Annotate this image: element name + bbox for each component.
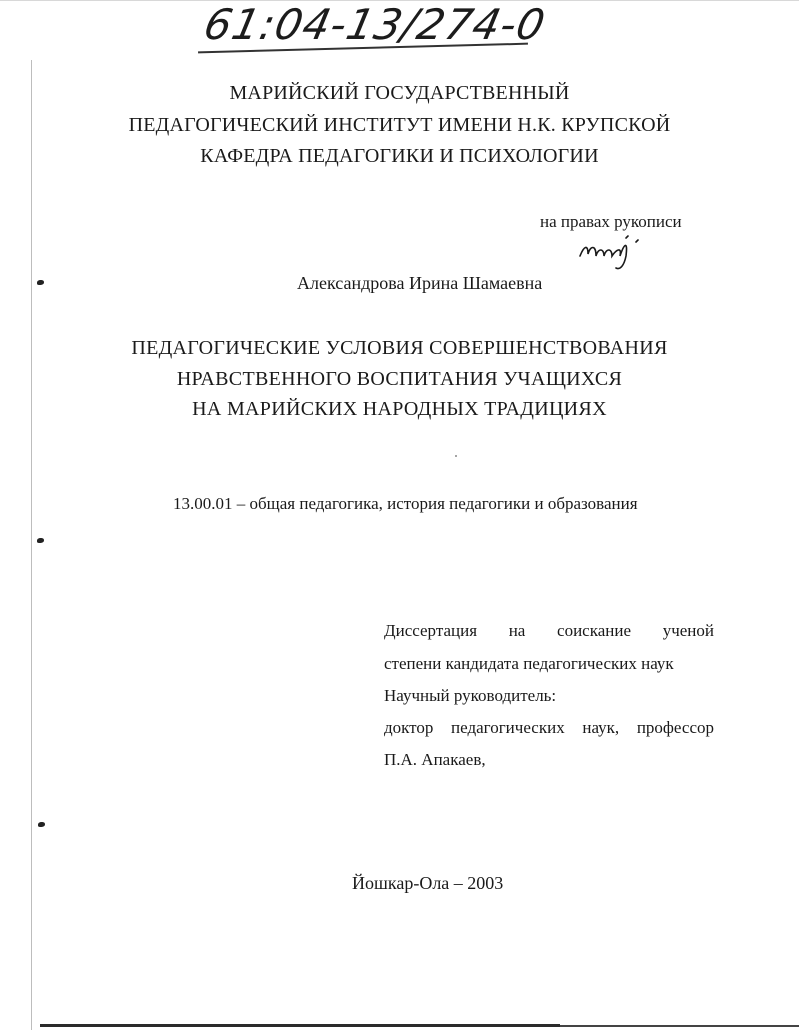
signature-icon: [576, 226, 646, 272]
supervisor-title: доктор педагогических наук, профессор: [384, 718, 714, 737]
city-year: Йошкар-Ола – 2003: [352, 873, 504, 893]
institution-line-1: МАРИЙСКИЙ ГОСУДАРСТВЕННЫЙ: [229, 82, 570, 104]
author-name: Александрова Ирина Шамаевна: [297, 273, 543, 293]
institution-line-2: ПЕДАГОГИЧЕСКИЙ ИНСТИТУТ ИМЕНИ Н.К. КРУПСКОЙ: [128, 114, 671, 136]
scan-bottom-edge-right: [560, 1025, 799, 1027]
archive-code: 61:04-13/274-0: [199, 0, 551, 49]
manuscript-note: на правах рукописи: [540, 212, 682, 231]
scan-speck: [37, 538, 44, 543]
department-line: КАФЕДРА ПЕДАГОГИКИ И ПСИХОЛОГИИ: [200, 145, 599, 167]
scan-speck: [37, 280, 44, 285]
scan-left-edge: [31, 60, 32, 1030]
title-line-3: НА МАРИЙСКИХ НАРОДНЫХ ТРАДИЦИЯХ: [192, 398, 607, 420]
scan-speck: [38, 822, 45, 827]
scan-dot: [455, 455, 457, 457]
dissertation-line-2: степени кандидата педагогических наук: [384, 654, 674, 673]
specialty-code: 13.00.01 – общая педагогика, история педагогики и образования: [173, 494, 638, 513]
dissertation-line-1: Диссертация на соискание ученой: [384, 621, 714, 640]
supervisor-label: Научный руководитель:: [384, 686, 557, 705]
supervisor-name: П.А. Апакаев,: [384, 750, 486, 769]
scan-bottom-edge: [40, 1024, 560, 1027]
title-line-1: ПЕДАГОГИЧЕСКИЕ УСЛОВИЯ СОВЕРШЕНСТВОВАНИЯ: [131, 337, 668, 359]
title-line-2: НРАВСТВЕННОГО ВОСПИТАНИЯ УЧАЩИХСЯ: [176, 368, 623, 390]
